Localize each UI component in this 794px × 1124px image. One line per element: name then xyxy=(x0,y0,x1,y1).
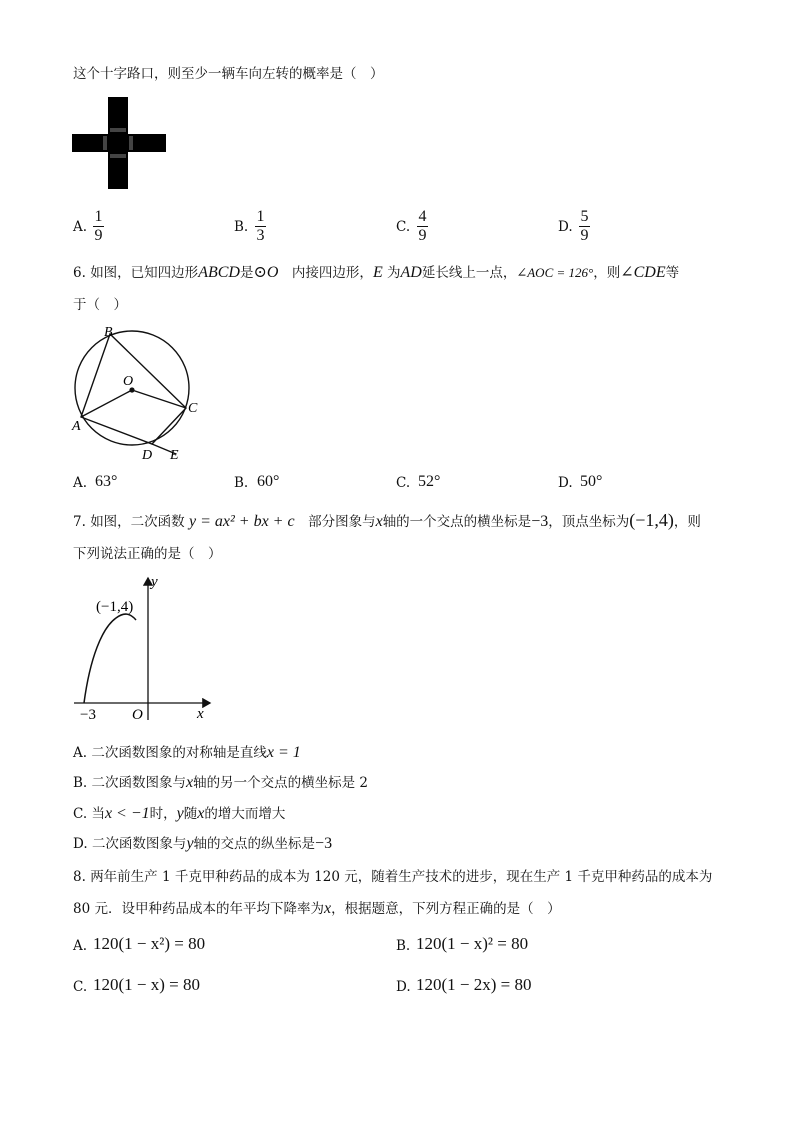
option-letter: D. xyxy=(558,219,573,235)
q6-stem-line2: 于（ ） xyxy=(73,297,127,313)
q7-option-d[interactable]: D. 二次函数图象与y轴的交点的纵坐标是−3 xyxy=(73,835,333,852)
label-c: C xyxy=(188,401,198,416)
q8-stem-line1: 8. 两年前生产 1 千克甲种药品的成本为 120 元，随着生产技术的进步，现在生产 1 千克甲种药品的成本为 xyxy=(73,869,713,885)
label-vertex: (−1,4) xyxy=(96,599,134,615)
label-e: E xyxy=(170,448,179,463)
option-letter: B. xyxy=(234,475,249,491)
option-expr: 120(1 − 2x) = 80 xyxy=(416,975,532,994)
option-letter: B. xyxy=(396,938,411,954)
q7-option-a[interactable]: A. 二次函数图象的对称轴是直线x = 1 xyxy=(73,744,301,761)
crossroad-figure xyxy=(72,97,166,189)
q7-stem-line2: 下列说法正确的是（ ） xyxy=(73,546,222,562)
option-value: 50° xyxy=(580,473,603,490)
label-a: A xyxy=(72,419,81,434)
parabola-graph xyxy=(70,570,220,725)
q6-stem-line1: 6. 如图，已知四边形ABCD是⊙O 内接四边形，E 为AD延长线上一点，∠AOC = 126°，则∠CDE等 xyxy=(73,264,680,281)
label-minus3: −3 xyxy=(80,707,96,723)
q7-option-b[interactable]: B. 二次函数图象与x轴的另一个交点的横坐标是 2 xyxy=(73,774,369,791)
option-letter: D. xyxy=(396,979,411,995)
option-letter: A. xyxy=(73,938,88,954)
option-letter: A. xyxy=(73,219,88,235)
label-d: D xyxy=(142,448,153,463)
q5-stem: 这个十字路口，则至少一辆车向左转的概率是（ ） xyxy=(73,66,384,82)
option-letter: C. xyxy=(396,475,411,491)
label-origin: O xyxy=(132,707,143,723)
q7-stem-line1: 7. 如图，二次函数 y = ax² + bx + c 部分图象与x轴的一个交点的横坐标是−3，顶点坐标为(−1,4)，则 xyxy=(73,510,701,530)
option-letter: C. xyxy=(73,979,88,995)
option-letter: B. xyxy=(234,219,249,235)
q7-option-c[interactable]: C. 当x < −1时，y随x的增大而增大 xyxy=(73,805,286,822)
label-b: B xyxy=(104,325,113,340)
label-o: O xyxy=(123,374,134,389)
option-expr: 120(1 − x²) = 80 xyxy=(93,934,206,953)
circle-quadrilateral-figure xyxy=(66,320,216,465)
fraction: 1 3 xyxy=(256,208,265,244)
option-expr: 120(1 − x)² = 80 xyxy=(416,934,529,953)
option-letter: C. xyxy=(396,219,411,235)
label-y: y xyxy=(151,574,158,590)
q8-stem-line2: 80 元．设甲种药品成本的年平均下降率为x，根据题意，下列方程正确的是（ ） xyxy=(73,900,561,917)
fraction: 1 9 xyxy=(94,208,103,244)
option-letter: D. xyxy=(558,475,573,491)
option-value: 52° xyxy=(418,473,441,490)
label-x: x xyxy=(197,706,204,722)
option-letter: A. xyxy=(73,475,88,491)
option-value: 60° xyxy=(257,473,280,490)
option-value: 63° xyxy=(95,473,118,490)
fraction: 5 9 xyxy=(580,208,589,244)
option-expr: 120(1 − x) = 80 xyxy=(93,975,200,994)
fraction: 4 9 xyxy=(418,208,427,244)
